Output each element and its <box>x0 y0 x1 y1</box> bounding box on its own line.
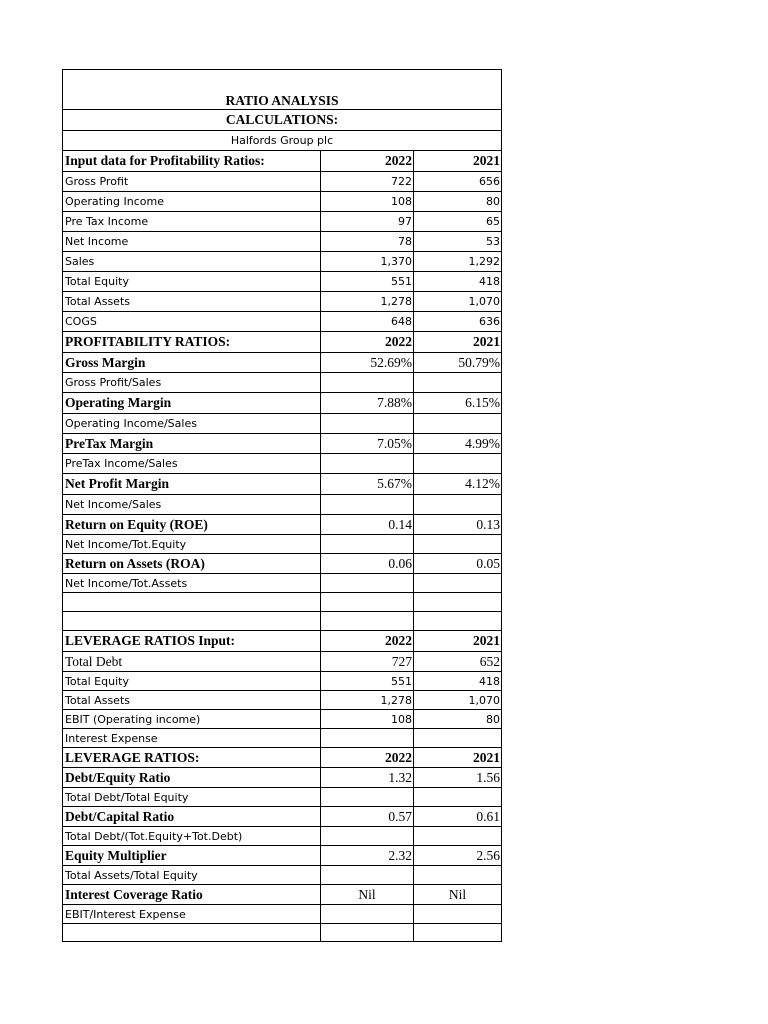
cell-value-2022: 727 <box>321 652 414 672</box>
year-header-2021: 2021 <box>414 151 502 172</box>
table-row <box>63 710 502 729</box>
empty-cell <box>321 373 414 393</box>
ratio-value-2021: 4.12% <box>414 474 502 495</box>
report-title: RATIO ANALYSIS <box>63 70 502 110</box>
ratio-formula: Net Income/Tot.Equity <box>63 535 321 554</box>
ratio-name: Gross Margin <box>63 353 321 373</box>
ratio-name: Debt/Capital Ratio <box>63 807 321 827</box>
formula-row <box>63 905 502 924</box>
cell-value-2022: 1,278 <box>321 691 414 710</box>
ratio-name: Return on Equity (ROE) <box>63 515 321 535</box>
empty-cell <box>414 866 502 885</box>
ratio-value-2022: 2.32 <box>321 846 414 866</box>
ratio-formula: Total Debt/(Tot.Equity+Tot.Debt) <box>63 827 321 846</box>
row-label: COGS <box>63 312 321 332</box>
row-label: Total Debt <box>63 652 321 672</box>
formula-row <box>63 495 502 515</box>
year-header-2021: 2021 <box>414 332 502 353</box>
ratio-formula: Net Income/Tot.Assets <box>63 574 321 593</box>
ratio-name: Net Profit Margin <box>63 474 321 495</box>
ratio-row <box>63 353 502 373</box>
formula-row <box>63 373 502 393</box>
table-row <box>63 252 502 272</box>
empty-cell <box>63 612 321 631</box>
empty-cell <box>414 593 502 612</box>
row-label: Operating Income <box>63 192 321 212</box>
empty-cell <box>414 788 502 807</box>
cell-value-2021: 65 <box>414 212 502 232</box>
cell-value-2022: 551 <box>321 272 414 292</box>
row-label: Total Assets <box>63 691 321 710</box>
empty-cell <box>414 373 502 393</box>
empty-row <box>63 612 502 631</box>
row-label: Net Income <box>63 232 321 252</box>
cell-value-2022: 648 <box>321 312 414 332</box>
ratio-value-2021: 0.13 <box>414 515 502 535</box>
ratio-value-2022: 52.69% <box>321 353 414 373</box>
formula-row <box>63 827 502 846</box>
year-header-2022: 2022 <box>321 332 414 353</box>
ratio-value-2021: Nil <box>414 885 502 905</box>
empty-cell <box>63 593 321 612</box>
ratio-value-2021: 1.56 <box>414 768 502 788</box>
cell-value-2022: 722 <box>321 172 414 192</box>
table-row <box>63 212 502 232</box>
formula-row <box>63 414 502 434</box>
cell-value-2022: 108 <box>321 710 414 729</box>
empty-cell <box>321 495 414 515</box>
ratio-row <box>63 554 502 574</box>
ratio-formula: PreTax Income/Sales <box>63 454 321 474</box>
formula-row <box>63 574 502 593</box>
table-row <box>63 192 502 212</box>
cell-value-2021: 1,292 <box>414 252 502 272</box>
empty-row <box>63 924 502 942</box>
ratio-value-2022: Nil <box>321 885 414 905</box>
ratio-analysis-table <box>62 69 502 942</box>
ratio-row <box>63 474 502 495</box>
ratio-value-2021: 4.99% <box>414 434 502 454</box>
empty-cell <box>414 454 502 474</box>
ratio-value-2022: 7.88% <box>321 393 414 414</box>
ratio-name: Return on Assets (ROA) <box>63 554 321 574</box>
cell-value-2021: 636 <box>414 312 502 332</box>
row-label: Interest Expense <box>63 729 321 748</box>
year-header-2022: 2022 <box>321 631 414 652</box>
ratio-row <box>63 434 502 454</box>
formula-row <box>63 454 502 474</box>
empty-cell <box>321 905 414 924</box>
empty-cell <box>321 454 414 474</box>
company-name: Halfords Group plc <box>63 131 502 151</box>
cell-value-2021: 1,070 <box>414 691 502 710</box>
ratio-formula: Gross Profit/Sales <box>63 373 321 393</box>
empty-cell <box>414 827 502 846</box>
section-heading-profit-input: Input data for Profitability Ratios: <box>63 151 321 172</box>
table-row <box>63 172 502 192</box>
ratio-value-2021: 50.79% <box>414 353 502 373</box>
formula-row <box>63 866 502 885</box>
formula-row <box>63 788 502 807</box>
ratio-formula: Net Income/Sales <box>63 495 321 515</box>
empty-cell <box>321 924 414 942</box>
row-label: Gross Profit <box>63 172 321 192</box>
empty-cell <box>414 535 502 554</box>
table-row <box>63 312 502 332</box>
cell-value-2022: 551 <box>321 672 414 691</box>
ratio-value-2021: 2.56 <box>414 846 502 866</box>
cell-value-2021: 418 <box>414 672 502 691</box>
section-heading-leverage-input: LEVERAGE RATIOS Input: <box>63 631 321 652</box>
table-row <box>63 272 502 292</box>
empty-cell <box>321 414 414 434</box>
empty-cell <box>414 414 502 434</box>
ratio-name: Interest Coverage Ratio <box>63 885 321 905</box>
cell-value-2022 <box>321 729 414 748</box>
cell-value-2021: 656 <box>414 172 502 192</box>
cell-value-2021 <box>414 729 502 748</box>
table-row <box>63 672 502 691</box>
cell-value-2022: 78 <box>321 232 414 252</box>
empty-cell <box>321 593 414 612</box>
cell-value-2021: 418 <box>414 272 502 292</box>
year-header-2022: 2022 <box>321 748 414 768</box>
ratio-value-2021: 6.15% <box>414 393 502 414</box>
empty-cell <box>321 612 414 631</box>
ratio-name: PreTax Margin <box>63 434 321 454</box>
ratio-value-2022: 5.67% <box>321 474 414 495</box>
empty-cell <box>321 788 414 807</box>
empty-cell <box>414 495 502 515</box>
year-header-2021: 2021 <box>414 748 502 768</box>
ratio-row <box>63 846 502 866</box>
empty-cell <box>321 574 414 593</box>
ratio-value-2021: 0.05 <box>414 554 502 574</box>
row-label: Total Equity <box>63 272 321 292</box>
empty-cell <box>414 905 502 924</box>
cell-value-2022: 1,278 <box>321 292 414 312</box>
formula-row <box>63 535 502 554</box>
row-label: EBIT (Operating income) <box>63 710 321 729</box>
empty-cell <box>414 924 502 942</box>
empty-cell <box>321 827 414 846</box>
cell-value-2022: 108 <box>321 192 414 212</box>
ratio-value-2022: 0.14 <box>321 515 414 535</box>
report-subtitle: CALCULATIONS: <box>63 110 502 131</box>
ratio-value-2022: 0.06 <box>321 554 414 574</box>
cell-value-2022: 97 <box>321 212 414 232</box>
ratio-name: Debt/Equity Ratio <box>63 768 321 788</box>
ratio-formula: Operating Income/Sales <box>63 414 321 434</box>
empty-cell <box>63 924 321 942</box>
ratio-value-2021: 0.61 <box>414 807 502 827</box>
ratio-row <box>63 807 502 827</box>
section-heading-profit-ratios: PROFITABILITY RATIOS: <box>63 332 321 353</box>
empty-cell <box>321 535 414 554</box>
row-label: Pre Tax Income <box>63 212 321 232</box>
section-heading-leverage-ratios: LEVERAGE RATIOS: <box>63 748 321 768</box>
empty-cell <box>414 612 502 631</box>
row-label: Sales <box>63 252 321 272</box>
row-label: Total Equity <box>63 672 321 691</box>
ratio-row <box>63 393 502 414</box>
ratio-row <box>63 515 502 535</box>
ratio-formula: EBIT/Interest Expense <box>63 905 321 924</box>
table-row <box>63 729 502 748</box>
empty-cell <box>321 866 414 885</box>
table-row <box>63 292 502 312</box>
cell-value-2022: 1,370 <box>321 252 414 272</box>
ratio-formula: Total Assets/Total Equity <box>63 866 321 885</box>
row-label: Total Assets <box>63 292 321 312</box>
ratio-formula: Total Debt/Total Equity <box>63 788 321 807</box>
table-row <box>63 232 502 252</box>
cell-value-2021: 80 <box>414 710 502 729</box>
ratio-row <box>63 885 502 905</box>
empty-cell <box>414 574 502 593</box>
ratio-row <box>63 768 502 788</box>
ratio-value-2022: 0.57 <box>321 807 414 827</box>
year-header-2021: 2021 <box>414 631 502 652</box>
table-row <box>63 691 502 710</box>
empty-row <box>63 593 502 612</box>
table-row <box>63 652 502 672</box>
year-header-2022: 2022 <box>321 151 414 172</box>
cell-value-2021: 652 <box>414 652 502 672</box>
ratio-name: Operating Margin <box>63 393 321 414</box>
cell-value-2021: 1,070 <box>414 292 502 312</box>
ratio-name: Equity Multiplier <box>63 846 321 866</box>
ratio-value-2022: 1.32 <box>321 768 414 788</box>
cell-value-2021: 53 <box>414 232 502 252</box>
ratio-value-2022: 7.05% <box>321 434 414 454</box>
cell-value-2021: 80 <box>414 192 502 212</box>
